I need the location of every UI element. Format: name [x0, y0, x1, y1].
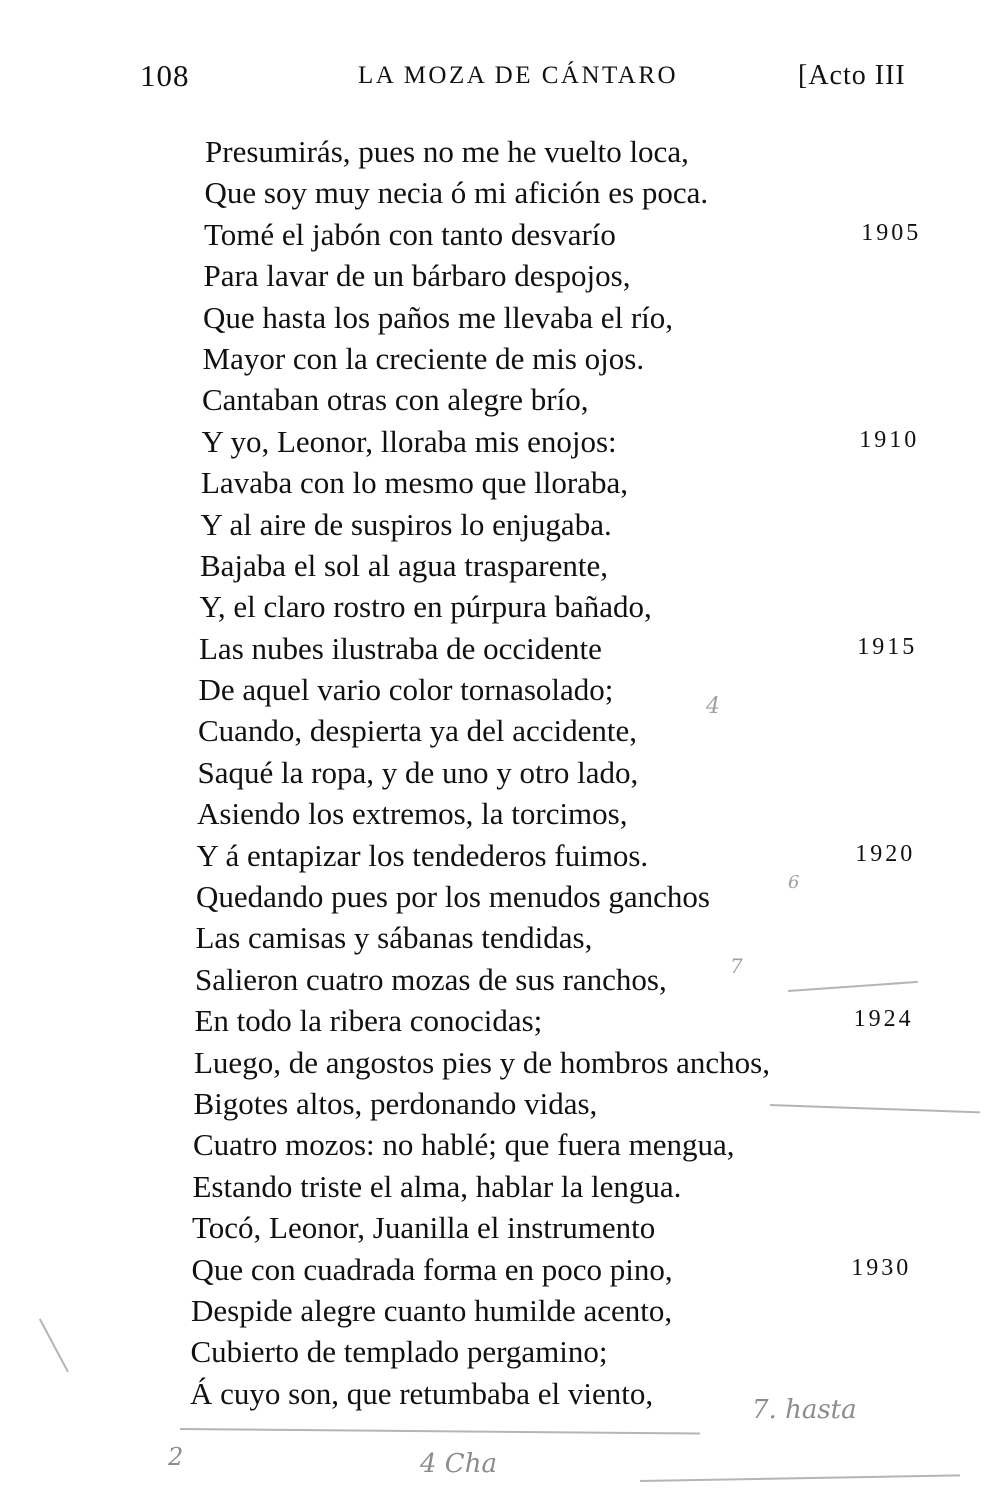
handwritten-note: 4 Cha — [420, 1449, 497, 1479]
handwritten-mark: 6 — [788, 872, 800, 893]
line-number: 1915 — [857, 633, 918, 660]
handwritten-mark: 7 — [730, 954, 743, 978]
verse-text: Cuatro mozos: no hablé; que fuera mengua, — [193, 1127, 735, 1163]
verse-line — [0, 793, 1000, 834]
page-header — [0, 58, 1000, 98]
handwritten-mark: 4 — [706, 694, 720, 719]
verse-line — [0, 504, 1000, 545]
verse-line — [0, 255, 1000, 296]
verse-line — [0, 297, 1000, 338]
verse-text: Y yo, Leonor, lloraba mis enojos: — [201, 423, 617, 459]
verse-line — [0, 628, 1000, 669]
verse-line — [0, 379, 1000, 420]
verse-line — [0, 1124, 1000, 1165]
verse-text: Para lavar de un bárbaro despojos, — [203, 258, 631, 294]
verse-text: Y al aire de suspiros lo enjugaba. — [200, 506, 612, 542]
verse-line — [0, 1249, 1000, 1290]
verse-text: Y á entapizar los tendederos fuimos. — [196, 837, 649, 873]
running-title: LA MOZA DE CÁNTARO — [358, 62, 679, 89]
line-number: 1905 — [861, 219, 922, 246]
page-number: 108 — [140, 58, 190, 93]
verse-text: Bajaba el sol al agua trasparente, — [200, 547, 608, 583]
verse-line — [0, 545, 1000, 586]
handwritten-note: 7. hasta — [752, 1395, 857, 1425]
verse-text: Que hasta los paños me llevaba el río, — [203, 299, 674, 335]
verse-line — [0, 669, 1000, 710]
verse-line — [0, 172, 1000, 213]
handwritten-note: 2 — [168, 1443, 184, 1471]
line-number: 1920 — [855, 840, 916, 867]
verse-text: Quedando pues por los menudos ganchos — [196, 879, 710, 915]
verse-line — [0, 1083, 1000, 1124]
verse-text: Asiendo los extremos, la torcimos, — [197, 796, 628, 832]
verse-line — [0, 876, 1000, 917]
line-number: 1910 — [859, 426, 920, 453]
line-number: 1930 — [851, 1254, 912, 1281]
line-number: 1924 — [853, 1006, 914, 1033]
verse-text: En todo la ribera conocidas; — [194, 1003, 543, 1039]
verse-line — [0, 586, 1000, 627]
margin-notes — [0, 1395, 1000, 1495]
verse-text: Presumirás, pues no me he vuelto loca, — [205, 134, 689, 169]
verse-line — [0, 1207, 1000, 1248]
verse-line — [0, 917, 1000, 958]
act-label: [Acto III — [798, 60, 906, 91]
verse-text: Tocó, Leonor, Juanilla el instrumento — [192, 1210, 656, 1246]
verse-block — [0, 131, 1000, 1414]
verse-line — [0, 1166, 1000, 1207]
verse-line — [0, 1290, 1000, 1331]
verse-line — [0, 214, 1000, 255]
verse-text: De aquel vario color tornasolado; — [198, 672, 614, 708]
verse-text: Luego, de angostos pies y de hombros anchos, — [194, 1044, 770, 1080]
verse-line — [0, 959, 1000, 1000]
verse-line — [0, 752, 1000, 793]
verse-text: Tomé el jabón con tanto desvarío — [204, 216, 616, 252]
verse-line — [0, 462, 1000, 503]
verse-text: Despide alegre cuanto humilde acento, — [191, 1292, 673, 1328]
verse-text: Las camisas y sábanas tendidas, — [195, 920, 593, 956]
verse-line — [0, 1000, 1000, 1041]
verse-text: Mayor con la creciente de mis ojos. — [202, 340, 645, 376]
verse-text: Cantaban otras con alegre brío, — [202, 382, 589, 418]
verse-line — [0, 1042, 1000, 1083]
verse-text: Lavaba con lo mesmo que lloraba, — [201, 465, 628, 501]
verse-line — [0, 1331, 1000, 1372]
verse-text: Cubierto de templado pergamino; — [190, 1334, 608, 1370]
verse-text: Estando triste el alma, hablar la lengua. — [192, 1168, 682, 1204]
verse-text: Bigotes altos, perdonando vidas, — [193, 1085, 598, 1121]
verse-text: Cuando, despierta ya del accidente, — [198, 713, 637, 749]
verse-text: Salieron cuatro mozas de sus ranchos, — [195, 961, 667, 997]
verse-text: Y, el claro rostro en púrpura bañado, — [199, 589, 652, 625]
verse-text: Saqué la ropa, y de uno y otro lado, — [197, 754, 639, 790]
verse-text: Las nubes ilustraba de occidente — [199, 630, 602, 666]
verse-line — [0, 338, 1000, 379]
verse-line — [0, 421, 1000, 462]
verse-line — [0, 131, 1000, 172]
verse-line — [0, 710, 1000, 751]
verse-line — [0, 835, 1000, 876]
verse-text: Que soy muy necia ó mi afición es poca. — [204, 175, 709, 211]
verse-text: Á cuyo son, que retumbaba el viento, — [190, 1375, 654, 1411]
verse-text: Que con cuadrada forma en poco pino, — [191, 1251, 673, 1287]
